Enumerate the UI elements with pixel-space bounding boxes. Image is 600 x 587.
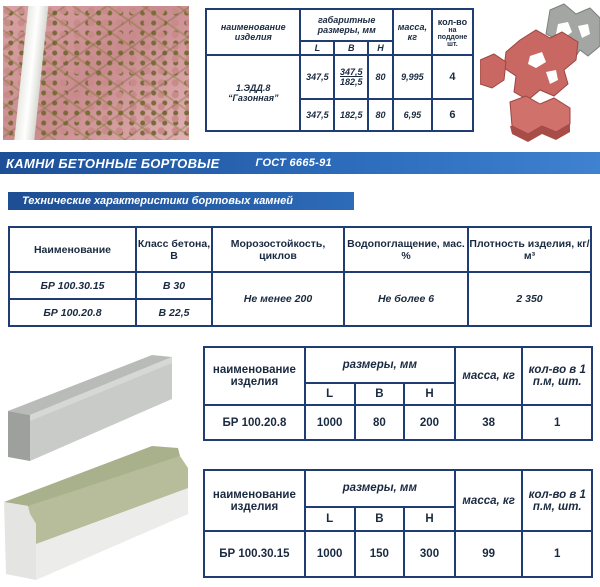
row2-mass: 6,95 (393, 99, 432, 131)
col-dims-header: габаритные размеры, мм (300, 9, 392, 41)
curb1-header-qty: кол-во в 1 п.м, шт. (522, 347, 592, 405)
curb2-row-b: 150 (355, 531, 405, 577)
row1-mass: 9,995 (393, 55, 432, 99)
curb2-dim-h: Н (404, 507, 455, 531)
curb-table-br-100-30-15 (203, 469, 593, 578)
curb1-row-b: 80 (355, 405, 405, 440)
banner-gost: ГОСТ 6665-91 (255, 157, 332, 169)
specs-row1-class: В 30 (136, 272, 212, 299)
col-mass-header: масса, кг (393, 9, 432, 55)
curb2-header-dims: размеры, мм (305, 470, 455, 507)
curb2-row-name: БР 100.30.15 (204, 531, 305, 577)
curb1-header-mass: масса, кг (455, 347, 523, 405)
red-paver-small (510, 96, 570, 142)
specs-frost-value: Не менее 200 (212, 272, 344, 326)
specs-row2-class: В 22,5 (136, 299, 212, 326)
lawn-paver-illustration (480, 0, 600, 148)
curb-table-br-100-20-8 (203, 346, 593, 441)
col-qty-header (432, 9, 473, 55)
col-name-header: наименование изделия (206, 9, 300, 55)
curb1-header-name: наименование изделия (204, 347, 305, 405)
curb1-dim-l: L (305, 383, 355, 405)
curb2-dim-l: L (305, 507, 355, 531)
specs-header-water: Водопоглащение, мас. % (344, 227, 468, 272)
lawn-paving-photo (3, 6, 189, 140)
curb1-row-mass: 38 (455, 405, 523, 440)
banner-title: КАМНИ БЕТОННЫЕ БОРТОВЫЕ (6, 155, 220, 171)
lawn-paver-table (205, 8, 474, 132)
specs-header-name: Наименование (9, 227, 136, 272)
curb1-dim-b: В (355, 383, 405, 405)
curb2-row-mass: 99 (455, 531, 523, 577)
curb1-dim-h: Н (404, 383, 455, 405)
dim-l-header: L (300, 41, 334, 55)
curb1-row-qty: 1 (522, 405, 592, 440)
row1-b-bottom: 182,5 (340, 77, 363, 87)
red-paver-left (480, 54, 506, 88)
row2-qty: 6 (432, 99, 473, 131)
row1-l: 347,5 (300, 55, 334, 99)
row1-b (334, 55, 368, 99)
curb1-row-name: БР 100.20.8 (204, 405, 305, 440)
specs-row1-name: БР 100.30.15 (9, 272, 136, 299)
curb1-row-h: 200 (404, 405, 455, 440)
curb2-header-name: наименование изделия (204, 470, 305, 531)
product-name-cell (206, 55, 300, 131)
dim-b-header: В (334, 41, 368, 55)
curb1-row-l: 1000 (305, 405, 355, 440)
curb-stone-green-illustration (2, 444, 192, 582)
row1-b-top: 347,5 (340, 67, 363, 77)
product-code: 1.ЭДД.8 (236, 83, 271, 93)
curb2-header-mass: масса, кг (455, 470, 523, 531)
subtitle-text: Технические характеристики бортовых камней (22, 195, 293, 207)
dim-h-header: Н (368, 41, 393, 55)
curb1-header-dims: размеры, мм (305, 347, 455, 383)
curb2-dim-b: В (355, 507, 405, 531)
col-qty-label: кол-во (437, 16, 468, 27)
red-paver-large (504, 30, 578, 100)
product-name: “Газонная” (227, 93, 279, 103)
curb2-header-qty: кол-во в 1 п.м, шт. (522, 470, 592, 531)
curb2-row-h: 300 (404, 531, 455, 577)
curb2-row-qty: 1 (522, 531, 592, 577)
specs-header-density: Плотность изделия, кг/м³ (468, 227, 591, 272)
specs-density-value: 2 350 (468, 272, 591, 326)
subtitle-banner (8, 192, 354, 210)
specs-water-value: Не более 6 (344, 272, 468, 326)
row2-b: 182,5 (334, 99, 368, 131)
specs-table (8, 226, 592, 327)
row2-l: 347,5 (300, 99, 334, 131)
curb2-row-l: 1000 (305, 531, 355, 577)
col-qty-sublabel: на поддоне шт. (437, 26, 468, 48)
specs-row2-name: БР 100.20.8 (9, 299, 136, 326)
row2-h: 80 (368, 99, 393, 131)
row1-h: 80 (368, 55, 393, 99)
row1-qty: 4 (432, 55, 473, 99)
section-banner (0, 152, 600, 174)
specs-header-frost: Морозостойкость, циклов (212, 227, 344, 272)
specs-header-class: Класс бетона, В (136, 227, 212, 272)
